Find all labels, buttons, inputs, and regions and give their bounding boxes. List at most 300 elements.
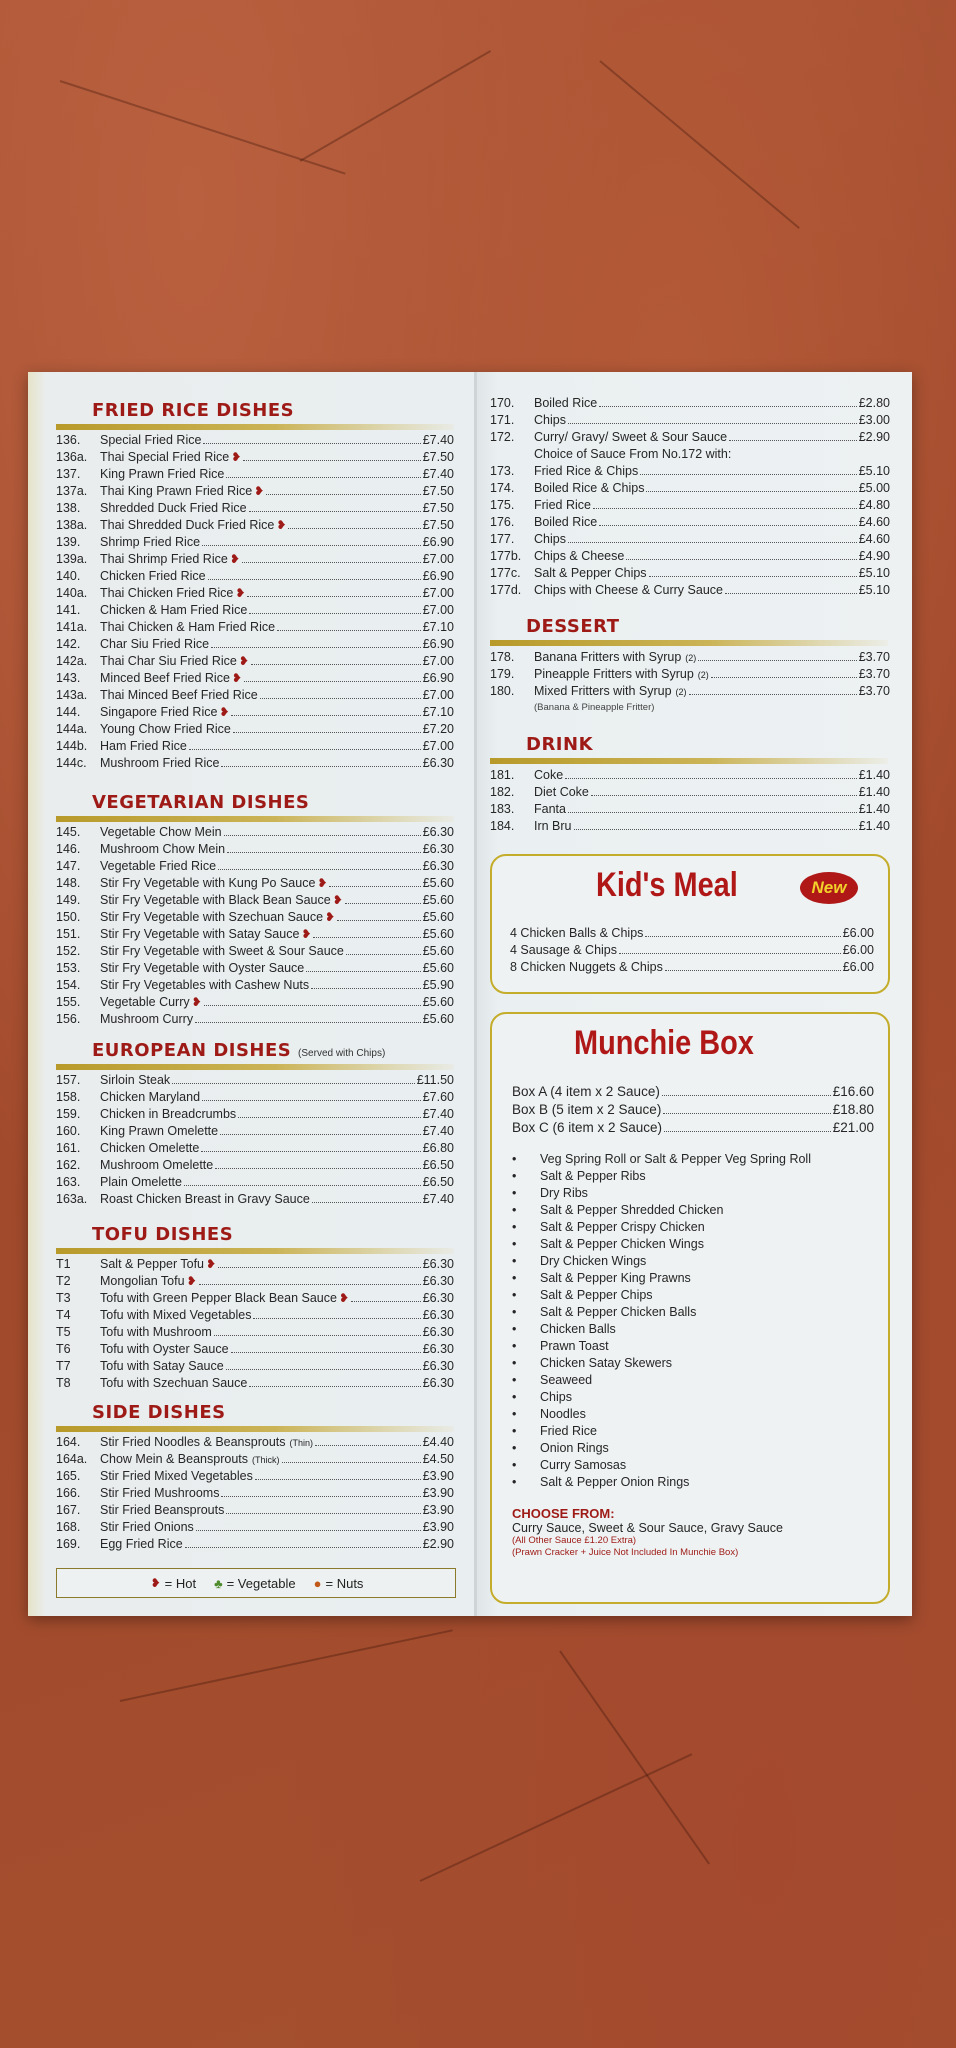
item-price: £7.60 (422, 1090, 454, 1104)
menu-item-row (56, 1435, 454, 1452)
item-name: Stir Fry Vegetable with Oyster Sauce (100, 961, 305, 975)
item-number: 154. (56, 978, 81, 992)
item-number: 142a. (56, 654, 88, 668)
menu-item-row (56, 1090, 454, 1107)
item-price: £4.60 (858, 532, 890, 546)
item-price: £6.30 (422, 1257, 454, 1271)
item-price: £7.50 (422, 450, 454, 464)
sauce-choice-line (490, 447, 890, 464)
dot-leader (195, 1022, 421, 1023)
key-veg-label: = Vegetable (226, 1575, 296, 1591)
dot-leader (626, 559, 856, 560)
menu-item-row (490, 396, 890, 413)
dot-leader (568, 812, 857, 813)
item-number: 156. (56, 1012, 81, 1026)
item-number: T7 (56, 1359, 71, 1373)
dot-leader (184, 1185, 421, 1186)
marble-vein (559, 1650, 710, 1864)
munchie-item (512, 1237, 882, 1254)
item-number: 178. (490, 650, 515, 664)
item-name: Chips & Cheese (534, 549, 625, 563)
item-number: 169. (56, 1537, 81, 1551)
item-name: Fanta (534, 802, 566, 816)
item-price: £5.90 (422, 978, 454, 992)
section-bar (56, 1064, 454, 1070)
tofu-title: TOFU DISHES (92, 1224, 234, 1245)
dot-leader (221, 1496, 420, 1497)
dot-leader (220, 1134, 421, 1135)
munchie-item (512, 1254, 882, 1271)
item-name: Chicken in Breadcrumbs (100, 1107, 237, 1121)
bullet-point: • (512, 1322, 517, 1336)
bullet-point: • (512, 1152, 517, 1166)
item-number: 144b. (56, 739, 88, 753)
item-number: 136a. (56, 450, 88, 464)
item-price: £7.40 (422, 1192, 454, 1206)
menu-item-row (510, 960, 874, 977)
munchie-item-label: Dry Chicken Wings (540, 1254, 647, 1268)
chili-icon: ❥ (325, 910, 336, 924)
key-hot (149, 1576, 197, 1591)
item-price: £7.10 (422, 705, 454, 719)
menu-item-row (56, 433, 454, 450)
item-name: Char Siu Fried Rice (100, 637, 210, 651)
dot-leader (249, 1386, 420, 1387)
dot-leader (231, 715, 420, 716)
dot-leader (662, 1095, 831, 1096)
bullet-point: • (512, 1254, 517, 1268)
menu-item-row (512, 1084, 874, 1102)
menu-item-row (56, 1192, 454, 1209)
menu-item-row (490, 566, 890, 583)
item-name: Sirloin Steak (100, 1073, 171, 1087)
item-name: Fried Rice & Chips (534, 464, 639, 478)
bullet-point: • (512, 1169, 517, 1183)
item-number: 136. (56, 433, 81, 447)
item-number: 163. (56, 1175, 81, 1189)
munchie-item-label: Chicken Balls (540, 1322, 616, 1336)
menu-item-row (56, 1503, 454, 1520)
dot-leader (185, 1547, 421, 1548)
menu-item-row (490, 667, 890, 684)
item-name: Plain Omelette (100, 1175, 182, 1189)
chili-icon: ❥ (191, 995, 202, 1009)
dot-leader (201, 1151, 420, 1152)
european-title-text: EUROPEAN DISHES (92, 1040, 292, 1061)
item-name: Young Chow Fried Rice (100, 722, 231, 736)
item-price: £7.50 (422, 501, 454, 515)
menu-item-row (490, 498, 890, 515)
menu-item-row (490, 464, 890, 481)
item-name: Shredded Duck Fried Rice (100, 501, 247, 515)
item-number: 177d. (490, 583, 522, 597)
item-name: Chicken & Ham Fried Rice (100, 603, 248, 617)
takeaway-menu (28, 372, 912, 1616)
dot-leader (208, 579, 421, 580)
item-number: 176. (490, 515, 515, 529)
european-note: (Served with Chips) (298, 1048, 386, 1059)
menu-item-row (56, 961, 454, 978)
chili-icon: ❥ (229, 552, 240, 566)
item-name: Egg Fried Rice (100, 1537, 183, 1551)
item-price: £5.60 (422, 927, 454, 941)
item-name: Fried Rice (534, 498, 591, 512)
dot-leader (244, 681, 421, 682)
dot-leader (196, 1530, 421, 1531)
dessert-sub: (Banana & Pineapple Fritter) (534, 702, 655, 713)
item-name: Vegetable Fried Rice (100, 859, 217, 873)
item-price: £7.20 (422, 722, 454, 736)
bullet-point: • (512, 1424, 517, 1438)
item-name: Box C (6 item x 2 Sauce) (512, 1120, 663, 1135)
item-note: (Thin) (289, 1438, 314, 1448)
item-name: Shrimp Fried Rice (100, 535, 201, 549)
bullet-point: • (512, 1373, 517, 1387)
item-name: Curry/ Gravy/ Sweet & Sour Sauce (534, 430, 728, 444)
menu-item-row (490, 785, 890, 802)
fried-rice-title: FRIED RICE DISHES (92, 400, 295, 421)
munchie-item (512, 1186, 882, 1203)
dot-leader (574, 829, 857, 830)
menu-item-row (56, 1359, 454, 1376)
rice-chips-combo-list (490, 464, 890, 600)
rice-chips-list (490, 396, 890, 447)
item-price: £3.70 (858, 650, 890, 664)
dot-leader (565, 778, 857, 779)
item-price: £6.50 (422, 1175, 454, 1189)
menu-fold (474, 372, 477, 1616)
menu-item-row (56, 501, 454, 518)
item-price: £6.30 (422, 842, 454, 856)
menu-item-row (56, 603, 454, 620)
item-name: Thai Char Siu Fried Rice (100, 654, 237, 668)
chili-icon: ❥ (219, 705, 230, 719)
item-price: £6.30 (422, 756, 454, 770)
munchie-item (512, 1220, 882, 1237)
item-number: 183. (490, 802, 515, 816)
menu-item-row (56, 859, 454, 876)
item-price: £6.00 (842, 926, 874, 940)
item-name: Diet Coke (534, 785, 589, 799)
menu-item-row (56, 1520, 454, 1537)
menu-item-row (56, 995, 454, 1012)
item-price: £3.90 (422, 1503, 454, 1517)
item-price: £7.40 (422, 1107, 454, 1121)
item-name: Banana Fritters with Syrup (534, 650, 682, 664)
item-price: £5.10 (858, 566, 890, 580)
item-number: 173. (490, 464, 515, 478)
item-name: Tofu with Szechuan Sauce (100, 1376, 248, 1390)
dot-leader (218, 869, 421, 870)
item-number: T1 (56, 1257, 71, 1271)
item-number: 137. (56, 467, 81, 481)
bullet-point: • (512, 1356, 517, 1370)
side-title: SIDE DISHES (92, 1402, 226, 1423)
dot-leader (238, 1117, 421, 1118)
item-note: (Thick) (252, 1455, 280, 1465)
menu-item-row (56, 1376, 454, 1393)
dot-leader (725, 593, 857, 594)
item-name: King Prawn Fried Rice (100, 467, 225, 481)
bullet-point: • (512, 1441, 517, 1455)
menu-item-row (56, 620, 454, 637)
dot-leader (346, 954, 421, 955)
item-price: £7.00 (422, 654, 454, 668)
item-price: £6.50 (422, 1158, 454, 1172)
item-price: £6.00 (842, 943, 874, 957)
item-name: Mongolian Tofu (100, 1274, 185, 1288)
item-price: £6.30 (422, 1325, 454, 1339)
dot-leader (640, 474, 857, 475)
marble-vein (300, 50, 492, 162)
item-name: Pineapple Fritters with Syrup (534, 667, 694, 681)
menu-item-row (56, 467, 454, 484)
item-price: £5.60 (422, 893, 454, 907)
dot-leader (199, 1284, 421, 1285)
item-price: £5.60 (422, 961, 454, 975)
munchie-item (512, 1356, 882, 1373)
dot-leader (568, 423, 857, 424)
menu-item-row (56, 671, 454, 688)
item-name: Vegetable Chow Mein (100, 825, 222, 839)
munchie-box-prices (512, 1084, 874, 1138)
dot-leader (260, 698, 421, 699)
item-price: £6.30 (422, 1342, 454, 1356)
menu-item-row (490, 650, 890, 667)
fried-rice-list (56, 433, 454, 773)
item-number: T2 (56, 1274, 71, 1288)
item-price: £6.80 (422, 1141, 454, 1155)
item-number: 147. (56, 859, 81, 873)
item-name: King Prawn Omelette (100, 1124, 219, 1138)
menu-item-row (56, 1308, 454, 1325)
munchie-item (512, 1458, 882, 1475)
menu-item-row (510, 926, 874, 943)
item-number: 165. (56, 1469, 81, 1483)
munchie-item (512, 1152, 882, 1169)
item-name: Chips (534, 532, 566, 546)
menu-item-row (512, 1120, 874, 1138)
bullet-point: • (512, 1186, 517, 1200)
item-price: £6.30 (422, 1376, 454, 1390)
dot-leader (255, 1479, 421, 1480)
munchie-item-label: Salt & Pepper Crispy Chicken (540, 1220, 705, 1234)
menu-item-row (56, 1469, 454, 1486)
item-name: 4 Sausage & Chips (510, 943, 618, 957)
item-note: (2) (697, 670, 709, 680)
item-name: Stir Fry Vegetable with Black Bean Sauce (100, 893, 331, 907)
dot-leader (221, 766, 420, 767)
choose-text: Curry Sauce, Sweet & Sour Sauce, Gravy Sauce (512, 1521, 783, 1535)
item-number: 159. (56, 1107, 81, 1121)
item-price: £5.10 (858, 464, 890, 478)
dot-leader (664, 1131, 831, 1132)
item-number: 167. (56, 1503, 81, 1517)
side-list (56, 1435, 454, 1554)
item-name: Stir Fried Beansprouts (100, 1503, 225, 1517)
item-name: Stir Fry Vegetable with Satay Sauce (100, 927, 300, 941)
dot-leader (251, 664, 421, 665)
item-number: 163a. (56, 1192, 88, 1206)
menu-item-row (56, 1158, 454, 1175)
dot-leader (202, 1100, 421, 1101)
munchie-item-label: Onion Rings (540, 1441, 609, 1455)
item-price: £5.60 (422, 944, 454, 958)
item-name: Stir Fried Onions (100, 1520, 194, 1534)
item-name: Stir Fry Vegetable with Sweet & Sour Sauce (100, 944, 344, 958)
item-price: £6.00 (842, 960, 874, 974)
vegetarian-list (56, 825, 454, 1029)
dot-leader (189, 749, 421, 750)
item-price: £7.40 (422, 1124, 454, 1138)
item-number: 149. (56, 893, 81, 907)
munchie-item (512, 1288, 882, 1305)
item-number: 177c. (490, 566, 521, 580)
munchie-item-label: Salt & Pepper King Prawns (540, 1271, 691, 1285)
dot-leader (698, 660, 856, 661)
item-price: £5.60 (422, 910, 454, 924)
item-name: Stir Fried Noodles & Beansprouts (100, 1435, 286, 1449)
munchie-item (512, 1475, 882, 1492)
bullet-point: • (512, 1271, 517, 1285)
drink-list (490, 768, 890, 836)
dot-leader (689, 694, 857, 695)
item-number: 162. (56, 1158, 81, 1172)
item-number: 153. (56, 961, 81, 975)
item-price: £2.90 (858, 430, 890, 444)
munchie-item (512, 1203, 882, 1220)
vegetarian-title: VEGETARIAN DISHES (92, 792, 310, 813)
item-name: Stir Fried Mixed Vegetables (100, 1469, 253, 1483)
item-name: Thai Shrimp Fried Rice (100, 552, 228, 566)
dot-leader (665, 970, 841, 971)
item-name: Chips (534, 413, 566, 427)
symbol-key (56, 1568, 456, 1598)
menu-item-row (56, 552, 454, 569)
menu-item-row (56, 910, 454, 927)
chili-icon: ❥ (338, 1291, 350, 1305)
menu-item-row (56, 944, 454, 961)
item-number: 164a. (56, 1452, 88, 1466)
bullet-point: • (512, 1220, 517, 1234)
item-number: 179. (490, 667, 515, 681)
new-badge: New (800, 872, 858, 904)
munchie-item (512, 1305, 882, 1322)
menu-item-row (490, 413, 890, 430)
dot-leader (249, 511, 421, 512)
dot-leader (266, 494, 421, 495)
menu-item-row (56, 739, 454, 756)
item-number: 171. (490, 413, 515, 427)
munchie-item-label: Chicken Satay Skewers (540, 1356, 673, 1370)
dot-leader (351, 1301, 421, 1302)
item-price: £3.70 (858, 684, 890, 698)
munchie-item-label: Curry Samosas (540, 1458, 627, 1472)
item-price: £6.90 (422, 569, 454, 583)
section-bar (56, 816, 454, 822)
item-name: 4 Chicken Balls & Chips (510, 926, 644, 940)
chili-icon: ❥ (317, 876, 328, 890)
item-price: £6.90 (422, 671, 454, 685)
dot-leader (233, 732, 421, 733)
item-number: 144. (56, 705, 81, 719)
item-price: £1.40 (858, 785, 890, 799)
item-number: 175. (490, 498, 515, 512)
menu-item-row (56, 518, 454, 535)
munchie-item-label: Chips (540, 1390, 572, 1404)
dot-leader (329, 886, 420, 887)
munchie-item-label: Salt & Pepper Chicken Wings (540, 1237, 704, 1251)
item-number: 170. (490, 396, 515, 410)
item-name: Mushroom Fried Rice (100, 756, 220, 770)
bullet-point: • (512, 1458, 517, 1472)
menu-item-row (512, 1102, 874, 1120)
bullet-point: • (512, 1237, 517, 1251)
item-number: 144a. (56, 722, 88, 736)
item-number: 177b. (490, 549, 522, 563)
item-name: Thai Shredded Duck Fried Rice (100, 518, 275, 532)
item-number: 168. (56, 1520, 81, 1534)
dot-leader (315, 1445, 421, 1446)
menu-item-row (490, 583, 890, 600)
menu-item-row (56, 1124, 454, 1141)
item-number: 182. (490, 785, 515, 799)
item-price: £7.50 (422, 518, 454, 532)
item-number: 141a. (56, 620, 88, 634)
munchie-box-items (512, 1152, 882, 1492)
menu-item-row (56, 1486, 454, 1503)
item-number: 142. (56, 637, 81, 651)
item-note: (2) (675, 687, 687, 697)
dot-leader (645, 936, 840, 937)
item-name: Box B (5 item x 2 Sauce) (512, 1102, 662, 1117)
item-number: 152. (56, 944, 81, 958)
item-name: Mixed Fritters with Syrup (534, 684, 672, 698)
bullet-point: • (512, 1288, 517, 1302)
dot-leader (345, 903, 421, 904)
dot-leader (591, 795, 857, 796)
section-bar (490, 758, 888, 764)
dot-leader (311, 988, 421, 989)
choose-note-2: (Prawn Cracker + Juice Not Included In Munchie Box) (512, 1547, 739, 1558)
item-price: £7.00 (422, 552, 454, 566)
menu-item-row (510, 943, 874, 960)
munchie-item-label: Salt & Pepper Ribs (540, 1169, 646, 1183)
item-price: £7.00 (422, 586, 454, 600)
item-price: £7.00 (422, 739, 454, 753)
key-veg (214, 1576, 296, 1591)
marble-vein (120, 1629, 453, 1702)
item-name: Chicken Omelette (100, 1141, 200, 1155)
item-price: £6.30 (422, 1291, 454, 1305)
munchie-item (512, 1271, 882, 1288)
item-number: 141. (56, 603, 81, 617)
menu-item-row (56, 1452, 454, 1469)
menu-item-row (490, 515, 890, 532)
item-name: Thai Chicken & Ham Fried Rice (100, 620, 276, 634)
item-name: Tofu with Satay Sauce (100, 1359, 224, 1373)
bullet-point: • (512, 1339, 517, 1353)
menu-item-row (56, 1175, 454, 1192)
dot-leader (227, 852, 421, 853)
menu-item-row (56, 705, 454, 722)
chili-icon: ❥ (238, 654, 249, 668)
item-price: £5.60 (422, 1012, 454, 1026)
item-price: £4.60 (858, 515, 890, 529)
item-number: 161. (56, 1141, 81, 1155)
item-number: 177. (490, 532, 515, 546)
item-price: £5.10 (858, 583, 890, 597)
